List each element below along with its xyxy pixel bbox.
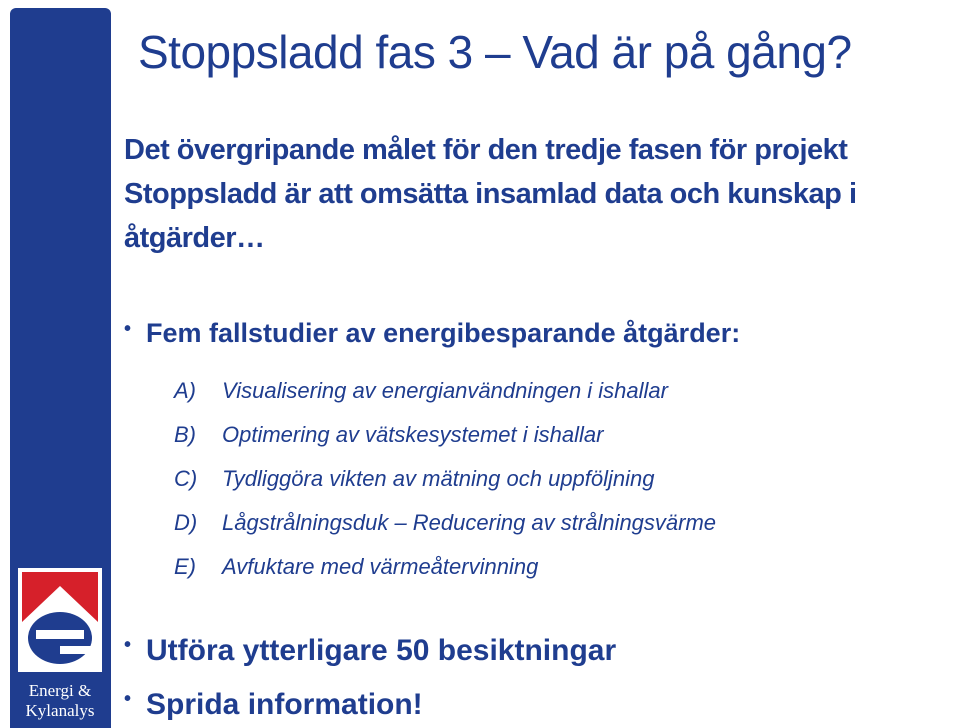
bullet-dot-icon: •	[124, 634, 132, 656]
bullet-dot-icon: •	[124, 318, 132, 340]
list-item-text: Lågstrålningsduk – Reducering av strålningsvärme	[222, 510, 717, 535]
list-item-letter: B)	[174, 422, 196, 447]
inspections-text: Utföra ytterligare 50 besiktningar	[146, 634, 617, 667]
bullet-dot-icon: •	[124, 688, 132, 710]
list-item-letter: D)	[174, 510, 198, 535]
list-item-letter: E)	[174, 554, 196, 579]
list-item-text: Avfuktare med värmeåtervinning	[222, 554, 539, 579]
list-item-text: Optimering av vätskesystemet i ishallar	[222, 422, 604, 447]
slide-title: Stoppsladd fas 3 – Vad är på gång?	[138, 26, 852, 78]
list-item-text: Tydliggöra vikten av mätning och uppföljning	[222, 466, 655, 491]
list-item-letter: C)	[174, 466, 198, 491]
logo-text-line1: Energi &	[28, 681, 92, 700]
list-item-text: Visualisering av energianvändningen i ishallar	[222, 378, 668, 403]
list-item-letter: A)	[174, 378, 196, 403]
intro-paragraph: Det övergripande målet för den tredje fasen för projekt Stoppsladd är att omsätta insamlad data och kunskap i åtgärder…	[124, 134, 857, 254]
logo-text-line2: Kylanalys	[25, 701, 95, 720]
spread-information-text: Sprida information!	[146, 688, 423, 721]
case-studies-heading: Fem fallstudier av energibesparande åtgärder:	[146, 318, 741, 348]
